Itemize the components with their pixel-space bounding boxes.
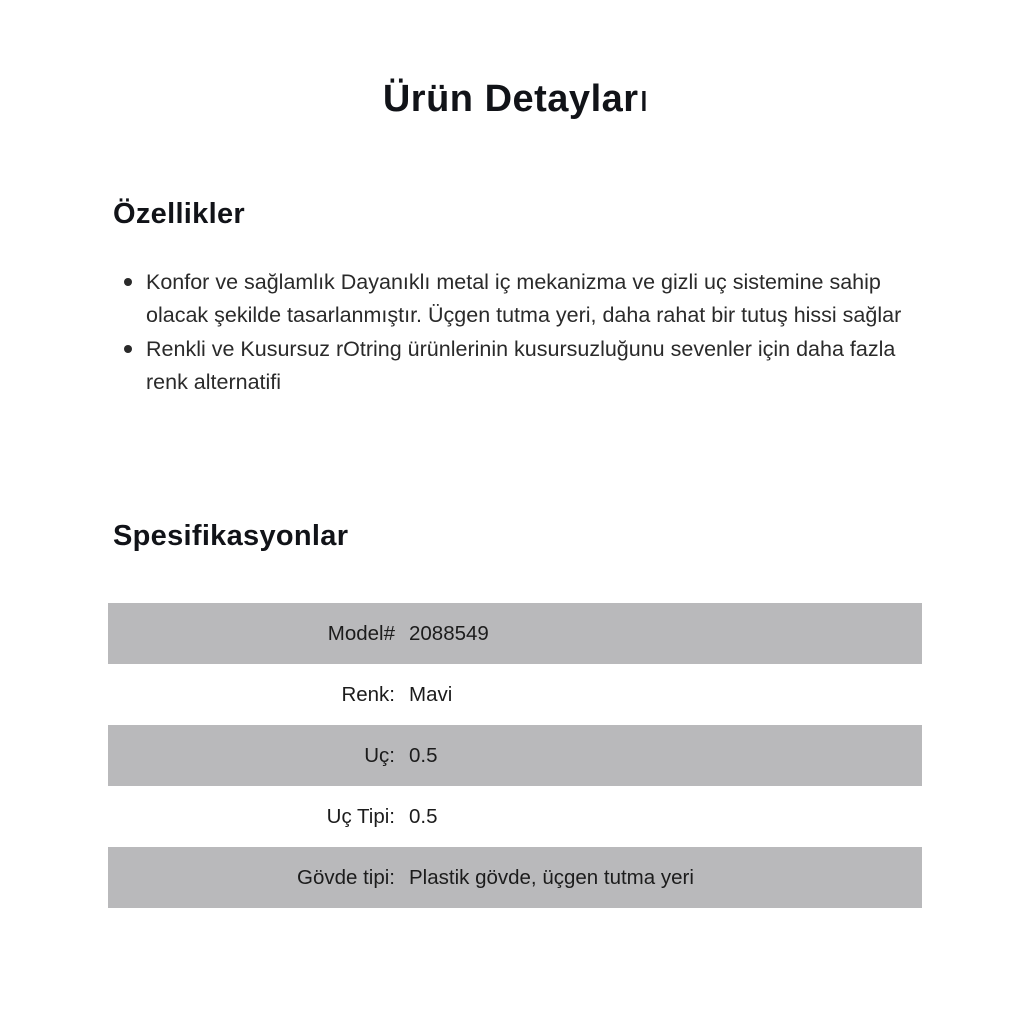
feature-list-item: [122, 333, 922, 399]
table-row-tip: [108, 725, 922, 786]
table-row-body-type: [108, 847, 922, 908]
features-section-heading: Özellikler: [113, 198, 245, 230]
page-title-tail: ı: [638, 78, 650, 120]
table-row-color: [108, 664, 922, 725]
spec-label: Gövde tipi:: [297, 865, 395, 889]
spec-value: 0.5: [409, 804, 438, 828]
bullet-icon: [124, 345, 132, 353]
feature-list-item: [122, 266, 922, 332]
spec-value: Plastik gövde, üçgen tutma yeri: [409, 865, 694, 889]
bullet-icon: [124, 278, 132, 286]
spec-value: Mavi: [409, 682, 453, 706]
page-title-main: Ürün Detaylar: [382, 78, 639, 120]
spec-label: Renk:: [341, 682, 395, 706]
specifications-table: [108, 603, 922, 908]
spec-label: Model#: [327, 621, 395, 645]
spec-label: Uç:: [364, 743, 395, 767]
table-row-tip-type: [108, 786, 922, 847]
spec-value: 2088549: [409, 621, 489, 645]
spec-value: 0.5: [409, 743, 438, 767]
features-list: [122, 266, 922, 400]
feature-text: Konfor ve sağlamlık Dayanıklı metal iç mekanizma ve gizli uç sistemine sahip olacak şekilde tasarlanmıştır. Üçgen tutma yeri, daha rahat bir tutuş hissi sağlar: [146, 270, 902, 327]
spec-label: Uç Tipi:: [326, 804, 395, 828]
feature-text: Renkli ve Kusursuz rOtring ürünlerinin kusursuzluğunu sevenler için daha fazla renk alternatifi: [146, 337, 896, 394]
page-title: [0, 78, 1032, 121]
specs-section-heading: Spesifikasyonlar: [113, 520, 349, 552]
table-row-model: [108, 603, 922, 664]
